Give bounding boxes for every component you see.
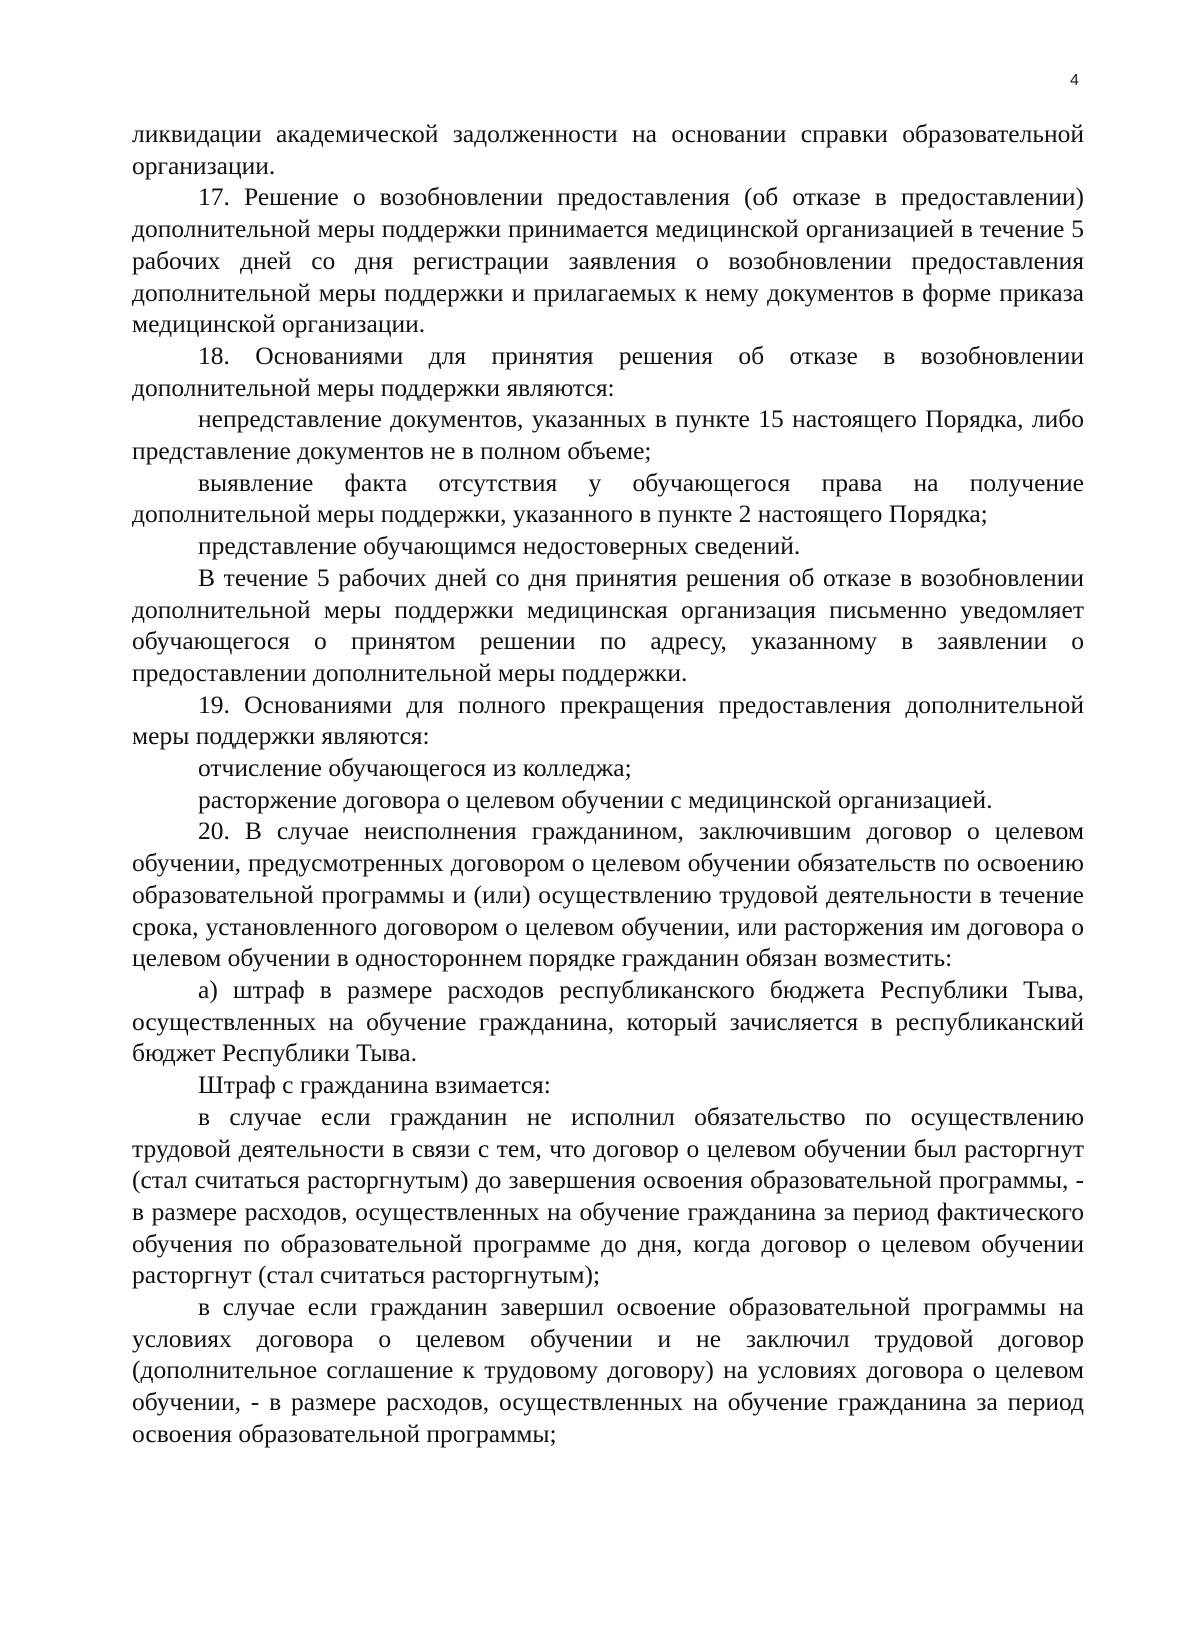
paragraph-notification: В течение 5 рабочих дней со дня принятия решения об отказе в возобновлении дополнительной меры поддержки медицинская организация письменно уведомляет обучающегося о принятом решении по адресу, указанному в заявлении о предоставлении дополнительной меры поддержки. xyxy=(132,562,1084,687)
paragraph-item-17: 17. Решение о возобновлении предоставления (об отказе в предоставлении) дополнительной меры поддержки принимается медицинской организацией в течение 5 рабочих дней со дня регистрации заявления о возобновлении предоставления дополнительной меры поддержки и прилагаемых к нему документов в форме приказа медицинской организации. xyxy=(132,182,1084,339)
paragraph-penalty-case-1: в случае если гражданин не исполнил обязательство по осуществлению трудовой деятельности в связи с тем, что договор о целевом обучении был расторгнут (стал считаться расторгнутым) до завершения освоения образовательной программы, - в размере расходов, осуществленных на обучение гражданина за период фактического обучения по образовательной программе до дня, когда договор о целевом обучении расторгнут (стал считаться расторгнутым); xyxy=(132,1101,1084,1290)
paragraph-ground-2: выявление факта отсутствия у обучающегося права на получение дополнительной меры поддержки, указанного в пункте 2 настоящего Порядка; xyxy=(132,467,1084,529)
page-number: 4 xyxy=(1070,72,1079,89)
paragraph-item-19: 19. Основаниями для полного прекращения предоставления дополнительной меры поддержки являются: xyxy=(132,689,1084,751)
paragraph-termination-1: отчисление обучающегося из колледжа; xyxy=(198,753,632,783)
paragraph-item-18: 18. Основаниями для принятия решения об отказе в возобновлении дополнительной меры поддержки являются: xyxy=(132,340,1084,402)
paragraph-ground-3: представление обучающимся недостоверных сведений. xyxy=(198,531,801,561)
paragraph-continuation: ликвидации академической задолженности на основании справки образовательной организации. xyxy=(132,119,1084,180)
paragraph-item-20: 20. В случае неисполнения гражданином, заключившим договор о целевом обучении, предусмотренных договором о целевом обучении обязательств по освоению образовательной программы и (или) осуществлению трудовой деятельности в течение срока, установленного договором о целевом обучении, или расторжения им договора о целевом обучении в одностороннем порядке гражданин обязан возместить: xyxy=(132,816,1084,973)
paragraph-penalty-intro: Штраф с гражданина взимается: xyxy=(198,1070,551,1100)
paragraph-item-20-a: а) штраф в размере расходов республиканского бюджета Республики Тыва, осуществленных на обучение гражданина, который зачисляется в республиканский бюджет Республики Тыва. xyxy=(132,974,1084,1068)
document-body xyxy=(132,118,1084,1450)
paragraph-ground-1: непредставление документов, указанных в пункте 15 настоящего Порядка, либо представление документов не в полном объеме; xyxy=(132,404,1084,466)
paragraph-penalty-case-2: в случае если гражданин завершил освоение образовательной программы на условиях договора о целевом обучении и не заключил трудовой договор (дополнительное соглашение к трудовому договору) на условиях договора о целевом обучении, - в размере расходов, осуществленных на обучение гражданина за период освоения образовательной программы; xyxy=(132,1292,1084,1448)
paragraph-termination-2: расторжение договора о целевом обучении с медицинской организацией. xyxy=(198,784,993,814)
